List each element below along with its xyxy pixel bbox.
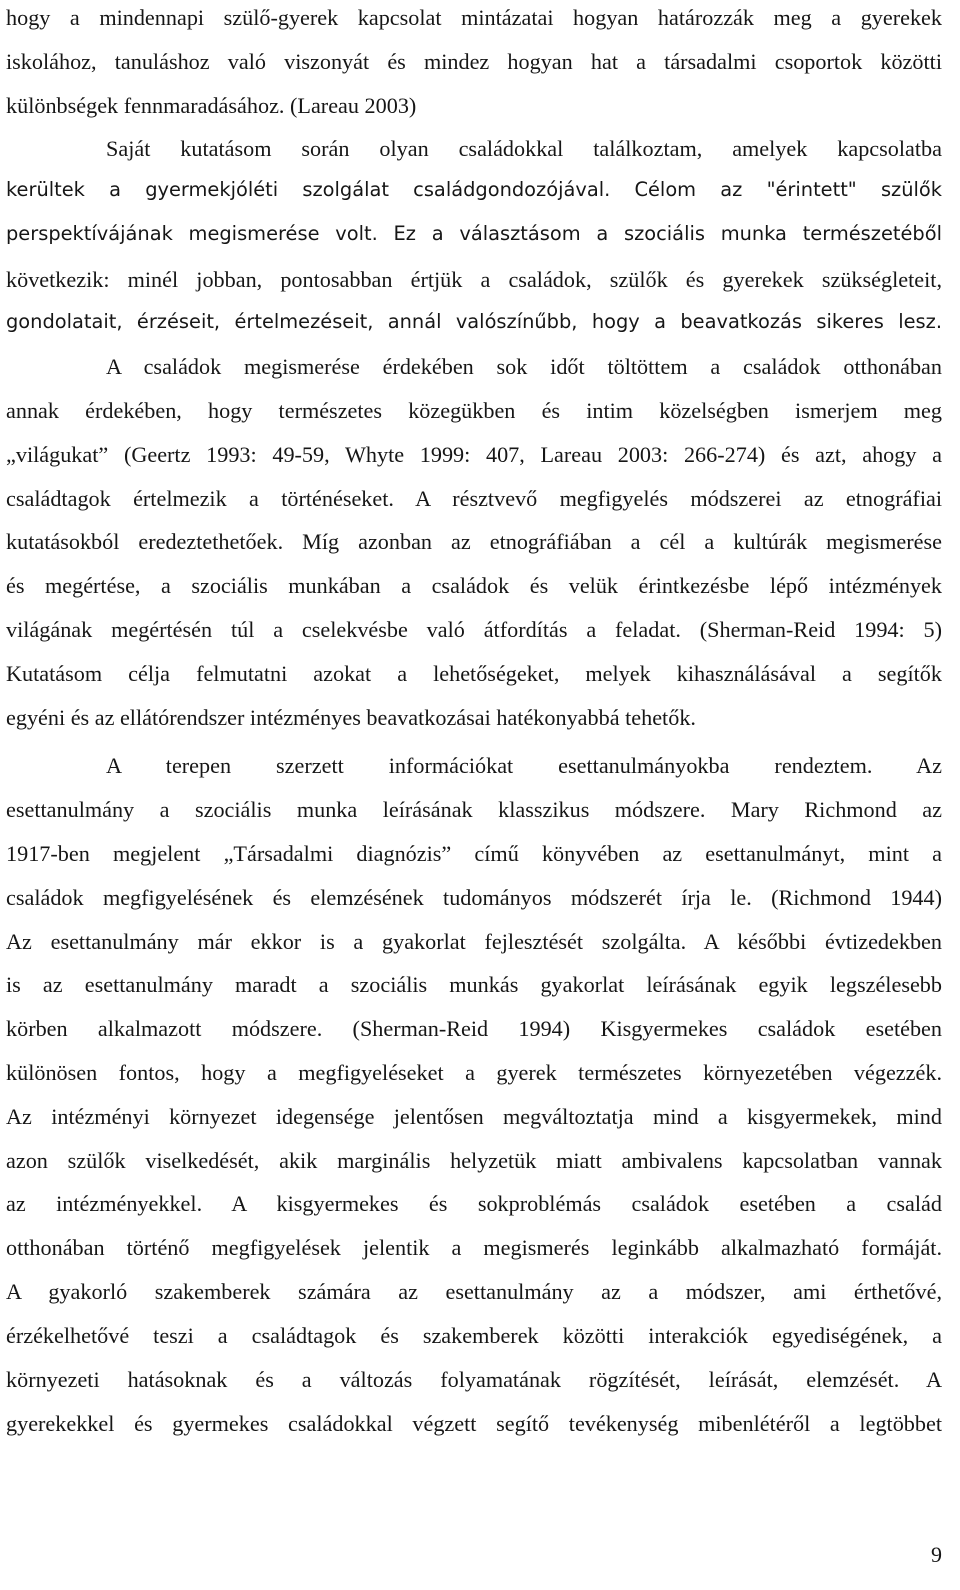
text-line: különösen fontos, hogy a megfigyeléseket a gyerek természetes környezetében végezzék. (6, 1060, 942, 1085)
text-line: Az esettanulmány már ekkor is a gyakorlat fejlesztését szolgálta. A későbbi évtizedekben (6, 929, 942, 954)
text-line: világának megértésén túl a cselekvésbe való átfordítás a feladat. (Sherman-Reid 1994: 5) (6, 617, 942, 642)
text-line: A terepen szerzett információkat esettanulmányokba rendeztem. Az (106, 753, 942, 778)
text-line: „világukat” (Geertz 1993: 49-59, Whyte 1999: 407, Lareau 2003: 266-274) és azt, ahogy a (6, 442, 942, 467)
text-line: Saját kutatásom során olyan családokkal találkoztam, amelyek kapcsolatba (106, 136, 942, 161)
text-line: családtagok értelmezik a történéseket. A résztvevő megfigyelés módszerei az etnográfiai (6, 486, 942, 511)
text-line: gyerekekkel és gyermekes családokkal végzett segítő tevékenység mibenlétéről a legtöbbet (6, 1411, 942, 1436)
text-line: kutatásokból eredeztethetőek. Míg azonban az etnográfiában a cél a kultúrák megismerése (6, 529, 942, 554)
text-line: az intézményekkel. A kisgyermekes és sokproblémás családok esetében a család (6, 1191, 942, 1216)
text-line: perspektívájának megismerése volt. Ez a választásom a szociális munka természetéből (6, 222, 942, 245)
text-line: A családok megismerése érdekében sok időt töltöttem a családok otthonában (106, 354, 942, 379)
text-line: különbségek fennmaradásához. (Lareau 2003) (6, 93, 417, 118)
text-line: Kutatásom célja felmutatni azokat a lehetőségeket, melyek kihasználásával a segítők (6, 661, 942, 686)
text-line: családok megfigyelésének és elemzésének tudományos módszerét írja le. (Richmond 1944) (6, 885, 942, 910)
text-line: Az intézményi környezet idegensége jelentősen megváltoztatja mind a kisgyermekek, mind (6, 1104, 942, 1129)
text-line: azon szülők viselkedését, akik marginális helyzetük miatt ambivalens kapcsolatban vannak (6, 1148, 942, 1173)
text-line: és megértése, a szociális munkában a családok és velük érintkezésbe lépő intézmények (6, 573, 942, 598)
page-number: 9 (931, 1542, 942, 1567)
text-line: otthonában történő megfigyelések jelentik a megismerés leginkább alkalmazható formáját. (6, 1235, 942, 1260)
text-line: kerültek a gyermekjóléti szolgálat családgondozójával. Célom az "érintett" szülők (6, 178, 942, 201)
text-line: egyéni és az ellátórendszer intézményes beavatkozásai hatékonyabbá tehetők. (6, 705, 696, 730)
text-line: is az esettanulmány maradt a szociális munkás gyakorlat leírásának egyik legszélesebb (6, 972, 942, 997)
text-line: iskolához, tanuláshoz való viszonyát és mindez hogyan hat a társadalmi csoportok közötti (6, 49, 942, 74)
text-line: A gyakorló szakemberek számára az esettanulmány az a módszer, ami érthetővé, (6, 1279, 942, 1304)
text-line: érzékelhetővé teszi a családtagok és szakemberek közötti interakciók egyediségének, a (6, 1323, 942, 1348)
text-line: hogy a mindennapi szülő-gyerek kapcsolat mintázatai hogyan határozzák meg a gyerekek (6, 5, 942, 30)
text-line: gondolatait, érzéseit, értelmezéseit, annál valószínűbb, hogy a beavatkozás sikeres lesz. (6, 310, 942, 333)
text-line: 1917-ben megjelent „Társadalmi diagnózis” című könyvében az esettanulmányt, mint a (6, 841, 942, 866)
text-line: környezeti hatásoknak és a változás folyamatának rögzítését, leírását, elemzését. A (6, 1367, 942, 1392)
text-line: körben alkalmazott módszere. (Sherman-Reid 1994) Kisgyermekes családok esetében (6, 1016, 942, 1041)
text-line: következik: minél jobban, pontosabban értjük a családok, szülők és gyerekek szükségleteit, (6, 267, 942, 292)
text-line: esettanulmány a szociális munka leírásának klasszikus módszere. Mary Richmond az (6, 797, 942, 822)
text-line: annak érdekében, hogy természetes közegükben és intim közelségben ismerjem meg (6, 398, 942, 423)
